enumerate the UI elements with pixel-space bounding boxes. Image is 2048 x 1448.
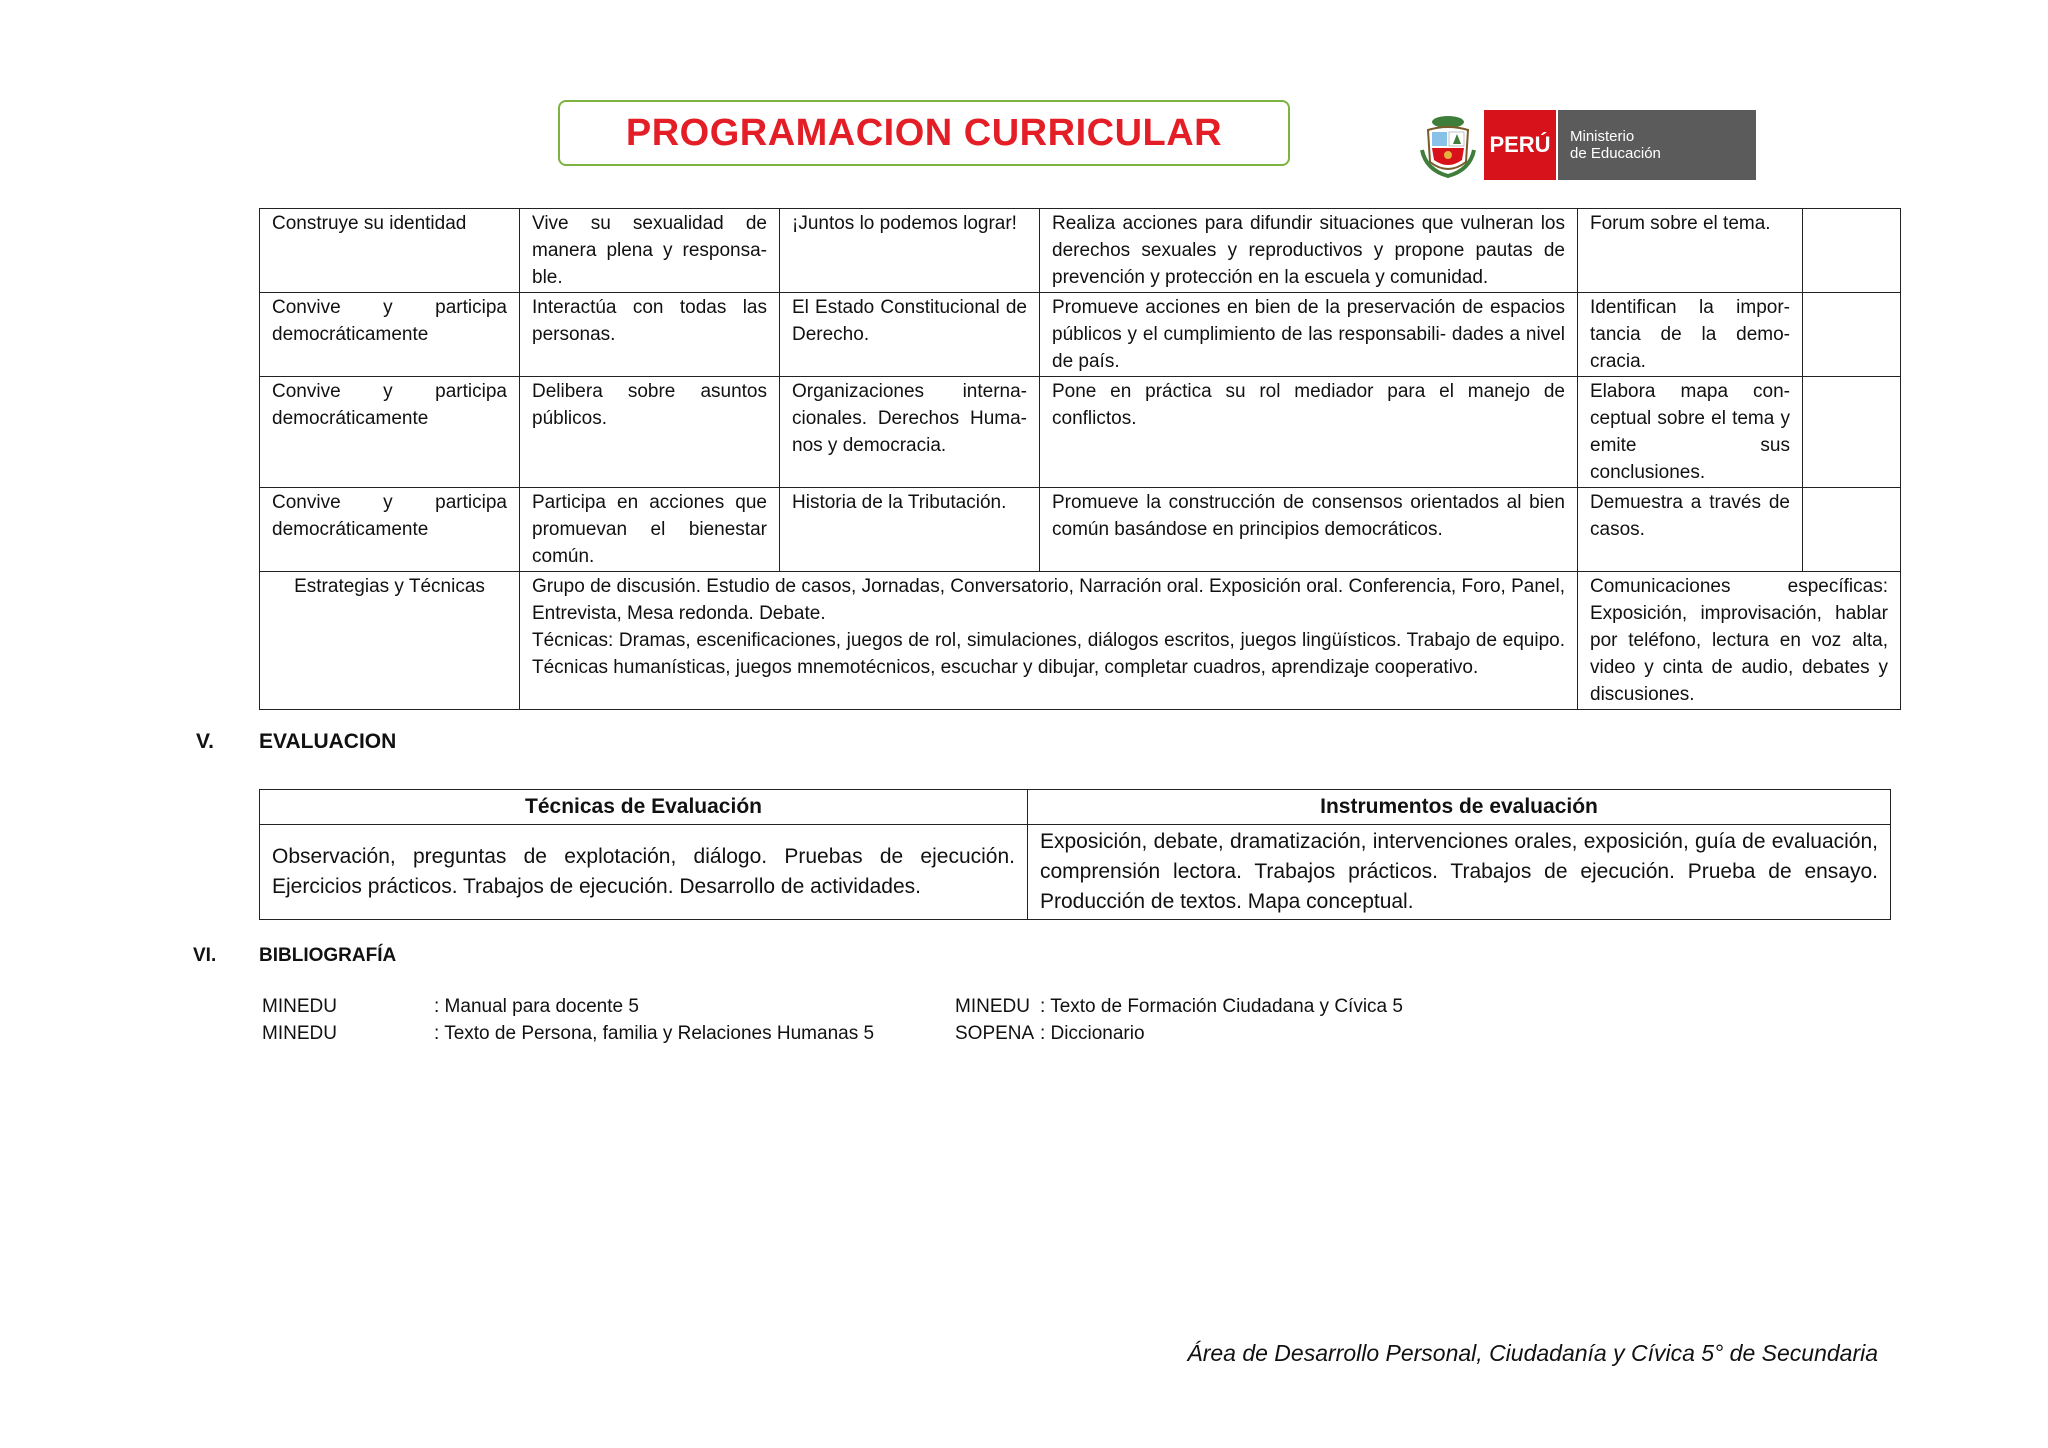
bib-author-2: MINEDU (262, 1023, 337, 1044)
section-vi-title: BIBLIOGRAFÍA (259, 945, 397, 966)
competencia-cell: Construye su identidad (260, 209, 520, 293)
competencia-cell: Convive y participa democráticamente (260, 377, 520, 488)
actividad-cell: Promueve la construcción de consensos orientados al bien común basándose en principios democráticos. (1040, 488, 1578, 572)
strategies-label: Estrategias y Técnicas (260, 572, 520, 710)
actividad-cell: Pone en práctica su rol mediador para el manejo de conflictos. (1040, 377, 1578, 488)
ministerio-line-1: Ministerio (1570, 128, 1635, 145)
instrumentos-cell: Exposición, debate, dramatización, intervenciones orales, exposición, guía de evaluación, comprensión lectora. Trabajos prácticos. Trabajos de ejecución. Prueba de ensayo. Producción de textos. Mapa conceptual. (1028, 825, 1891, 920)
evaluation-body-row (260, 825, 1891, 920)
table-row (260, 377, 1901, 488)
actividad-cell: Promueve acciones en bien de la preservación de espacios públicos y el cumplimiento de las responsabili- dades a nivel de país. (1040, 293, 1578, 377)
capacidad-cell: Vive su sexualidad de manera plena y responsa- ble. (520, 209, 780, 293)
page-title: PROGRAMACION CURRICULAR (625, 111, 1223, 154)
instrumentos-header: Instrumentos de evaluación (1028, 790, 1891, 825)
ministry-logo (1420, 110, 1756, 180)
capacidad-cell: Delibera sobre asuntos públicos. (520, 377, 780, 488)
bib-author-3: MINEDU (955, 996, 1030, 1017)
producto-cell: Elabora mapa con- ceptual sobre el tema y emite sus conclusiones. (1578, 377, 1803, 488)
empty-cell (1803, 377, 1901, 488)
tema-cell: ¡Juntos lo podemos lograr! (780, 209, 1040, 293)
tema-cell: Historia de la Tributación. (780, 488, 1040, 572)
bib-title-3: : Texto de Formación Ciudadana y Cívica 5 (1040, 996, 1403, 1017)
bib-title-1: : Manual para docente 5 (434, 996, 639, 1017)
strategies-row (260, 572, 1901, 710)
strategies-text (520, 572, 1578, 710)
evaluation-header-row (260, 790, 1891, 825)
table-row (260, 293, 1901, 377)
tema-cell: El Estado Constitucional de Derecho. (780, 293, 1040, 377)
tecnicas-cell: Observación, preguntas de explotación, diálogo. Pruebas de ejecución. Ejercicios prácticos. Trabajos de ejecución. Desarrollo de actividades. (260, 825, 1028, 920)
empty-cell (1803, 209, 1901, 293)
producto-cell: Forum sobre el tema. (1578, 209, 1803, 293)
producto-cell: Demuestra a través de casos. (1578, 488, 1803, 572)
strategies-paragraph-2: Técnicas: Dramas, escenificaciones, juegos de rol, simulaciones, diálogos escritos, juegos lingüísticos. Trabajo de equipo. Técnicas humanísticas, juegos mnemotécnicos, escuchar y dibujar, completar cuadros, aprendizaje cooperativo. (532, 630, 1565, 678)
tecnicas-header: Técnicas de Evaluación (260, 790, 1028, 825)
bib-title-4: : Diccionario (1040, 1023, 1145, 1044)
peru-label: PERÚ (1489, 132, 1551, 157)
page-footer: Área de Desarrollo Personal, Ciudadanía y Cívica 5° de Secundaria (1187, 1340, 1878, 1366)
tema-cell: Organizaciones interna- cionales. Derechos Huma- nos y democracia. (780, 377, 1040, 488)
actividad-cell: Realiza acciones para difundir situaciones que vulneran los derechos sexuales y reproductivos y propone pautas de prevención y protección en la escuela y comunidad. (1040, 209, 1578, 293)
section-v-number: V. (196, 730, 214, 753)
producto-cell: Identifican la impor- tancia de la demo- cracia. (1578, 293, 1803, 377)
communications-cell: Comunicaciones específicas: Exposición, improvisación, hablar por teléfono, lectura en voz alta, video y cinta de audio, debates y discusiones. (1578, 572, 1901, 710)
table-row (260, 488, 1901, 572)
table-row (260, 209, 1901, 293)
empty-cell (1803, 293, 1901, 377)
ministerio-logo-block (1556, 110, 1756, 180)
peru-logo-block (1484, 110, 1556, 180)
ministerio-line-2: de Educación (1570, 145, 1661, 162)
title-box (558, 100, 1290, 166)
peru-coat-of-arms-icon (1420, 110, 1476, 180)
strategies-paragraph-1: Grupo de discusión. Estudio de casos, Jornadas, Conversatorio, Narración oral. Exposición oral. Conferencia, Foro, Panel, Entrevista, Mesa redonda. Debate. (532, 576, 1565, 624)
section-v-title: EVALUACION (259, 730, 397, 753)
empty-cell (1803, 488, 1901, 572)
bib-title-2: : Texto de Persona, familia y Relaciones Humanas 5 (434, 1023, 875, 1044)
competencia-cell: Convive y participa democráticamente (260, 293, 520, 377)
bib-author-1: MINEDU (262, 996, 337, 1017)
capacidad-cell: Interactúa con todas las personas. (520, 293, 780, 377)
bib-author-4: SOPENA (955, 1023, 1035, 1044)
evaluation-table (259, 789, 1891, 920)
competencia-cell: Convive y participa democráticamente (260, 488, 520, 572)
capacidad-cell: Participa en acciones que promuevan el bienestar común. (520, 488, 780, 572)
section-vi-number: VI. (193, 945, 217, 966)
curriculum-table (259, 208, 1901, 710)
